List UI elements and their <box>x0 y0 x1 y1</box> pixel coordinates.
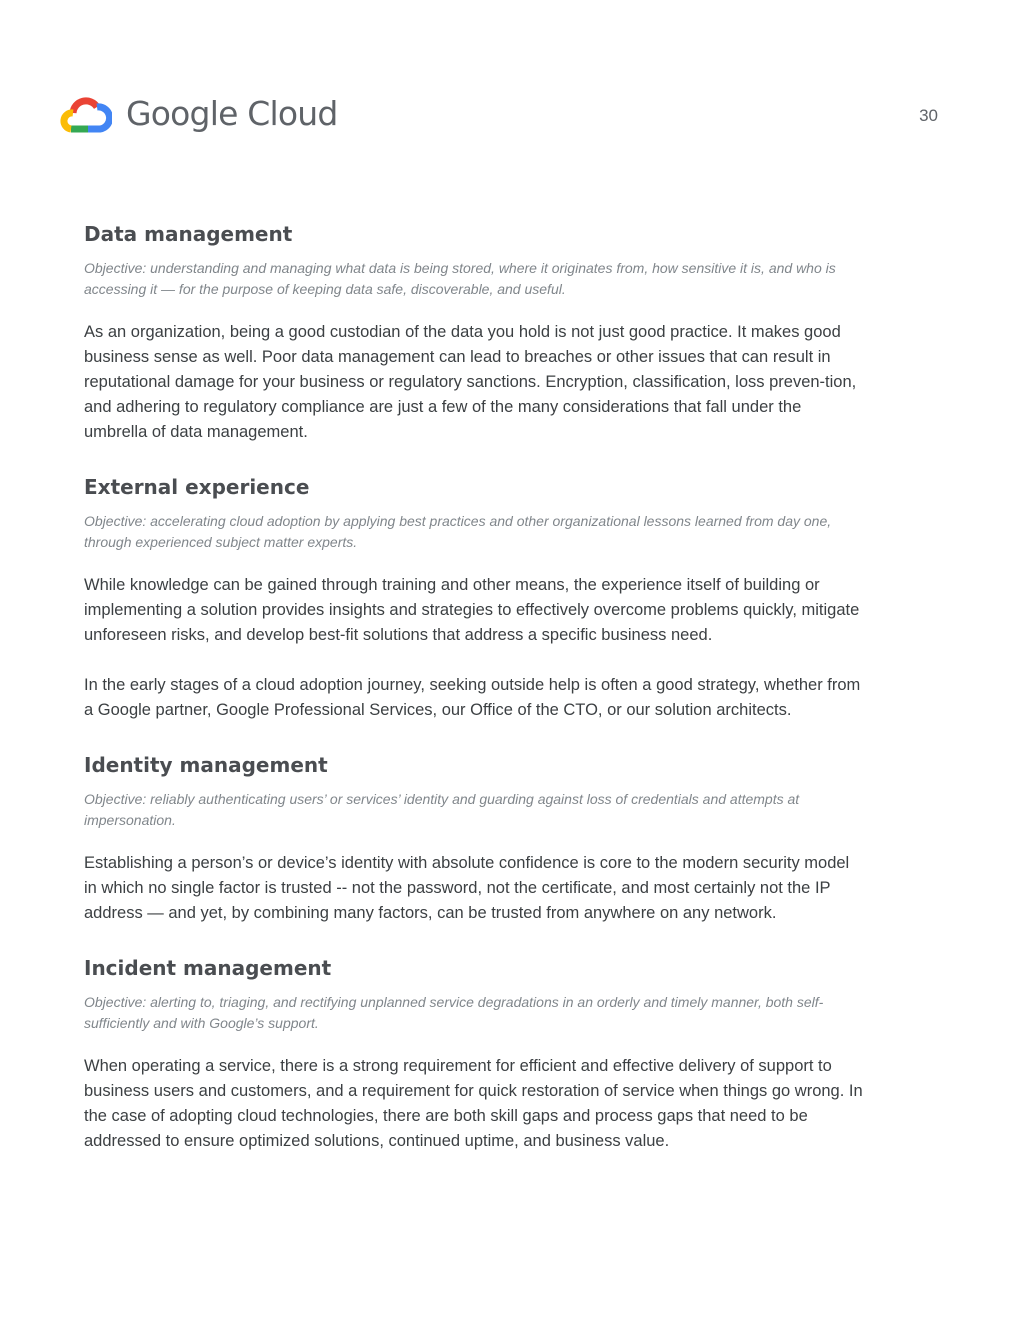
section-data-management <box>84 220 864 445</box>
section-incident-management <box>84 954 864 1154</box>
page-number: 30 <box>919 106 938 125</box>
section-objective: Objective: reliably authenticating users’ or services’ identity and guarding against loss of credentials and attempts at impersonation. <box>84 791 800 828</box>
section-objective: Objective: understanding and managing what data is being stored, where it originates from, how sensitive it is, and who is accessing it — for the purpose of keeping data safe, discoverable, and useful. <box>84 260 836 297</box>
body-paragraph: Establishing a person’s or device’s identity with absolute confidence is core to the modern security model in which no single factor is trusted -- not the password, not the certificate, and most certainly not the IP address — and yet, by combining many factors, can be trusted from anywhere on any network. <box>84 854 850 922</box>
section-title: Data management <box>84 222 293 246</box>
google-cloud-logo-icon <box>58 91 112 135</box>
section-objective: Objective: accelerating cloud adoption by applying best practices and other organizational lessons learned from day one, through experienced subject matter experts. <box>84 513 832 550</box>
body-paragraph: When operating a service, there is a strong requirement for efficient and effective delivery of support to business users and customers, and a requirement for quick restoration of service when things go wrong. In the case of adopting cloud technologies, there are both skill gaps and process gaps that need to be addressed to ensure optimized solutions, continued uptime, and business value. <box>84 1057 863 1150</box>
section-objective: Objective: alerting to, triaging, and rectifying unplanned service degradations in an orderly and timely manner, both self-sufficiently and with Google’s support. <box>84 994 824 1031</box>
body-paragraph: While knowledge can be gained through training and other means, the experience itself of building or implementing a solution provides insights and strategies to effectively overcome problems quickly, mitigate unforeseen risks, and develop best-fit solutions that address a specific business need. <box>84 576 860 644</box>
header <box>58 88 338 138</box>
document-body <box>84 220 864 1182</box>
section-identity-management <box>84 751 864 926</box>
body-paragraph: As an organization, being a good custodian of the data you hold is not just good practice. It makes good business sense as well. Poor data management can lead to breaches or other issues that can result in reputational damage for your business or regulatory sanctions. Encryption, classification, loss preven-tion, and adhering to regulatory compliance are just a few of the many considerations that fall under the umbrella of data management. <box>84 323 857 441</box>
section-external-experience <box>84 473 864 723</box>
body-paragraph: In the early stages of a cloud adoption journey, seeking outside help is often a good strategy, whether from a Google partner, Google Professional Services, our Office of the CTO, or our solution architects. <box>84 676 861 719</box>
section-title: Incident management <box>84 956 332 980</box>
section-title: External experience <box>84 475 310 499</box>
logo-text: Google Cloud <box>126 93 338 133</box>
section-title: Identity management <box>84 753 328 777</box>
